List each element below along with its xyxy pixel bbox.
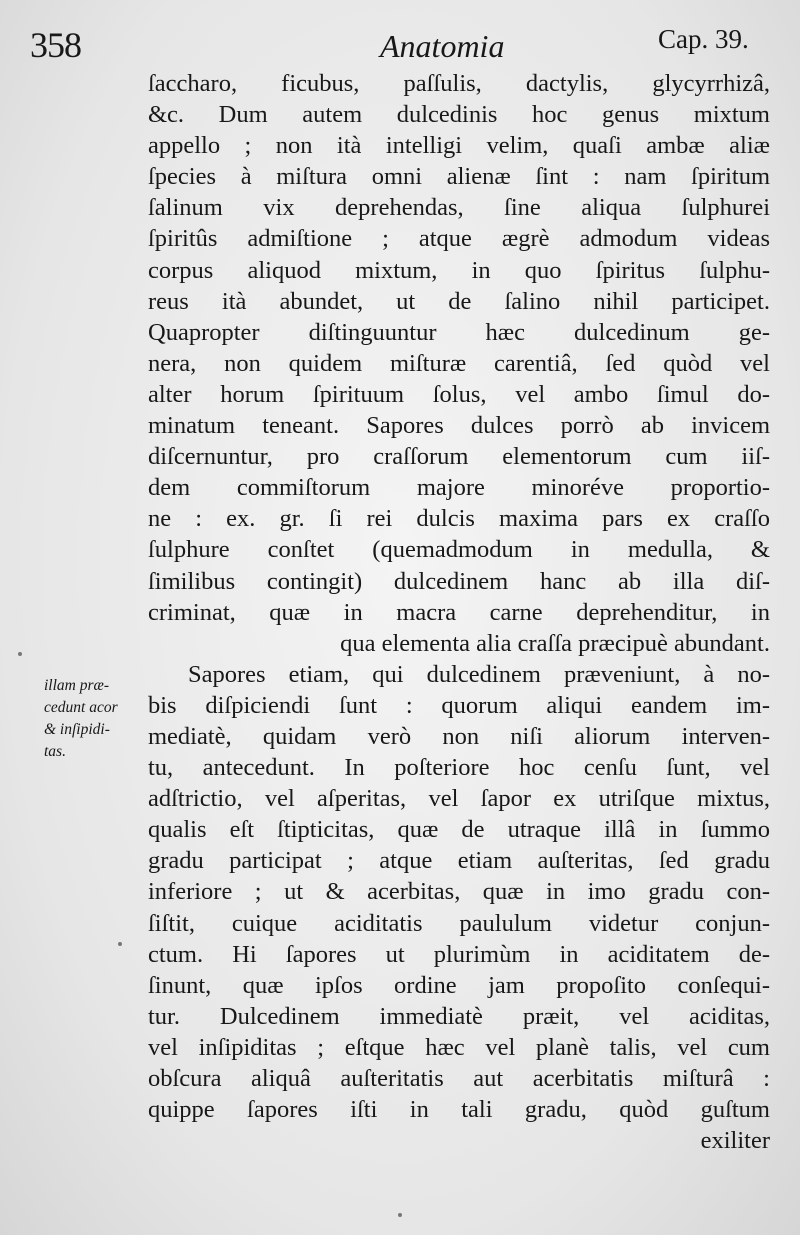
text-line: ſaccharo, ficubus, paſſulis, dactylis, glycyrrhizâ, xyxy=(148,70,770,97)
margin-note-line: illam præ- xyxy=(44,677,110,694)
ink-speck xyxy=(398,1213,402,1217)
text-line: adſtrictio, vel aſperitas, vel ſapor ex utriſque mixtus, xyxy=(148,785,770,813)
text-line: ne : ex. gr. ſi rei dulcis maxima pars ex craſſo xyxy=(148,505,770,533)
text-line: ſpiritûs admiſtione ; atque ægrè admodum videas xyxy=(148,225,770,253)
text-line: qua elementa alia craſſa præcipuè abundant. xyxy=(340,629,770,657)
body-text xyxy=(148,68,770,1156)
text-line: ſpecies à miſtura omni alienæ ſint : nam ſpiritum xyxy=(148,163,770,191)
chapter-label: Cap. 39. xyxy=(658,24,749,54)
text-line: dem commiſtorum majore minoréve proportio- xyxy=(148,474,770,502)
text-line: obſcura aliquâ auſteritatis aut acerbitatis miſturâ : xyxy=(148,1065,770,1092)
running-title: Anatomia xyxy=(380,28,505,64)
margin-note-line: cedunt acor xyxy=(44,699,118,716)
margin-note-line: tas. xyxy=(44,743,66,760)
catchword: exiliter xyxy=(700,1127,770,1155)
text-line: bis diſpiciendi ſunt : quorum aliqui eandem im- xyxy=(148,691,770,719)
margin-note-line: & inſipidi- xyxy=(44,721,110,738)
text-line: alter horum ſpirituum ſolus, vel ambo ſimul do- xyxy=(148,380,770,408)
text-line: reus ità abundet, ut de ſalino nihil participet. xyxy=(148,287,770,315)
text-line: vel inſipiditas ; eſtque hæc vel planè talis, vel cum xyxy=(148,1033,770,1061)
page-number: 358 xyxy=(30,25,81,65)
text-line: &c. Dum autem dulcedinis hoc genus mixtum xyxy=(148,101,770,129)
text-line: diſcernuntur, pro craſſorum elementorum cum iiſ- xyxy=(148,443,770,471)
page-header xyxy=(0,22,800,72)
margin-note xyxy=(44,675,154,763)
text-line: Sapores etiam, qui dulcedinem præveniunt, à no- xyxy=(188,660,770,688)
text-line: ſinunt, quæ ipſos ordine jam propoſito conſequi- xyxy=(148,971,770,999)
text-line: tu, antecedunt. In poſteriore hoc cenſu ſunt, vel xyxy=(148,754,770,782)
text-line: quippe ſapores iſti in tali gradu, quòd guſtum xyxy=(148,1096,770,1124)
text-line: ſulphure conſtet (quemadmodum in medulla, & xyxy=(148,536,770,564)
ink-speck xyxy=(18,652,22,656)
text-line: mediatè, quidam verò non niſi aliorum interven- xyxy=(148,722,770,750)
text-line: gradu participat ; atque etiam auſteritas, ſed gradu xyxy=(148,847,770,875)
text-line: minatum teneant. Sapores dulces porrò ab invicem xyxy=(148,412,770,440)
text-line: ſalinum vix deprehendas, ſine aliqua ſulphurei xyxy=(148,194,770,222)
text-line: criminat, quæ in macra carne deprehenditur, in xyxy=(148,598,770,626)
text-line: ſiſtit, cuique aciditatis paululum videtur conjun- xyxy=(148,909,770,937)
text-line: corpus aliquod mixtum, in quo ſpiritus ſulphu- xyxy=(148,256,770,284)
text-line: inferiore ; ut & acerbitas, quæ in imo gradu con- xyxy=(148,878,770,906)
text-line: tur. Dulcedinem immediatè præit, vel aciditas, xyxy=(148,1002,770,1030)
text-line: Quapropter diſtinguuntur hæc dulcedinum ge- xyxy=(148,318,770,346)
text-line: qualis eſt ſtipticitas, quæ de utraque illâ in ſummo xyxy=(148,816,770,844)
text-line: ctum. Hi ſapores ut plurimùm in aciditatem de- xyxy=(148,940,770,968)
text-line: nera, non quidem miſturæ carentiâ, ſed quòd vel xyxy=(148,349,770,377)
text-line: appello ; non ità intelligi velim, quaſi ambæ aliæ xyxy=(148,132,770,160)
ink-speck xyxy=(118,942,122,946)
text-line: ſimilibus contingit) dulcedinem hanc ab illa diſ- xyxy=(148,567,770,595)
